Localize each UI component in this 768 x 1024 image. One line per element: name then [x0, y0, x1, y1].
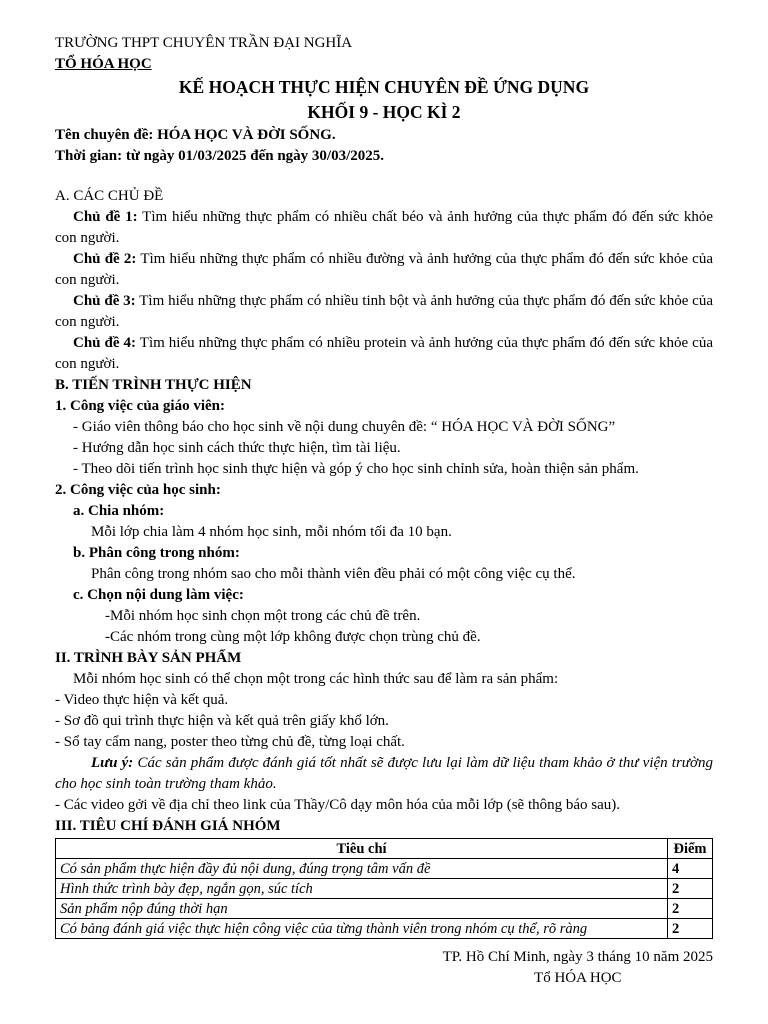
score-cell: 2 — [668, 919, 713, 939]
topic-label: Chủ đề 2: — [73, 251, 137, 267]
topic-text: Tìm hiểu những thực phẩm có nhiều tinh bột và ảnh hưởng của thực phẩm đó đến sức khỏe của con người. — [55, 293, 713, 330]
topic-text: Tìm hiểu những thực phẩm có nhiều protein và ảnh hưởng của thực phẩm đó đến sức khỏe của con người. — [55, 335, 713, 372]
topic-label: Chủ đề 1: — [73, 209, 138, 225]
teacher-tasks-heading: 1. Công việc của giáo viên: — [55, 398, 225, 414]
topic-text: Tìm hiểu những thực phẩm có nhiều đường và ảnh hưởng của thực phẩm đó đến sức khỏe của con người. — [55, 251, 713, 288]
product-item: - Sổ tay cẩm nang, poster theo từng chủ đề, từng loại chất. — [55, 734, 405, 750]
groups-text: Mỗi lớp chia làm 4 nhóm học sinh, mỗi nhóm tối đa 10 bạn. — [91, 524, 452, 540]
table-row — [56, 919, 713, 939]
topic-item — [55, 249, 713, 291]
assign-text: Phân công trong nhóm sao cho mỗi thành viên đều phải có một công việc cụ thể. — [91, 566, 576, 582]
topic-name: Tên chuyên đề: HÓA HỌC VÀ ĐỜI SỐNG. — [55, 127, 336, 143]
school-name: TRƯỜNG THPT CHUYÊN TRẦN ĐẠI NGHĨA — [55, 35, 353, 51]
section-a-heading: A. CÁC CHỦ ĐỀ — [55, 188, 164, 204]
criteria-column-header: Tiêu chí — [56, 839, 668, 859]
section-b-heading: B. TIẾN TRÌNH THỰC HIỆN — [55, 377, 252, 393]
signature-dept: Tổ HÓA HỌC — [534, 970, 622, 986]
criteria-cell: Hình thức trình bày đẹp, ngắn gọn, súc tích — [56, 879, 668, 899]
topic-text: Tìm hiểu những thực phẩm có nhiều chất béo và ảnh hưởng của thực phẩm đó đến sức khỏe con người. — [55, 209, 714, 246]
teacher-task-item: - Hướng dẫn học sinh cách thức thực hiện, tìm tài liệu. — [73, 440, 401, 456]
table-row — [56, 879, 713, 899]
note-paragraph — [55, 753, 713, 795]
criteria-cell: Có sản phẩm thực hiện đầy đủ nội dung, đúng trọng tâm vấn đề — [56, 859, 668, 879]
product-item: - Video thực hiện và kết quả. — [55, 692, 229, 708]
teacher-task-item: - Giáo viên thông báo cho học sinh về nội dung chuyên đề: “ HÓA HỌC VÀ ĐỜI SỐNG” — [73, 419, 616, 435]
video-note: - Các video gởi về địa chỉ theo link của Thầy/Cô dạy môn hóa của mỗi lớp (sẽ thông báo sau). — [55, 797, 621, 813]
score-cell: 2 — [668, 879, 713, 899]
table-row — [56, 859, 713, 879]
table-header-row — [56, 839, 713, 859]
score-cell: 2 — [668, 899, 713, 919]
choose-item: -Các nhóm trong cùng một lớp không được chọn trùng chủ đề. — [105, 629, 481, 645]
score-column-header: Điểm — [668, 839, 713, 859]
topic-label: Chủ đề 3: — [73, 293, 136, 309]
groups-heading: a. Chia nhóm: — [73, 503, 165, 519]
department-name: TỔ HÓA HỌC — [55, 56, 152, 72]
student-tasks-heading: 2. Công việc của học sinh: — [55, 482, 221, 498]
teacher-task-item: - Theo dõi tiến trình học sinh thực hiện và góp ý cho học sinh chỉnh sửa, hoàn thiện sản phẩm. — [73, 461, 639, 477]
document-title: KẾ HOẠCH THỰC HIỆN CHUYÊN ĐỀ ỨNG DỤNG — [178, 77, 590, 97]
topic-label: Chủ đề 4: — [73, 335, 137, 351]
choose-heading: c. Chọn nội dung làm việc: — [73, 587, 244, 603]
topic-item — [55, 207, 713, 249]
score-cell: 4 — [668, 859, 713, 879]
section-iii-heading: III. TIÊU CHÍ ĐÁNH GIÁ NHÓM — [55, 818, 281, 834]
note-text: Các sản phẩm được đánh giá tốt nhất sẽ được lưu lại làm dữ liệu tham khảo ở thư viện trường cho học sinh toàn trường tham khảo. — [55, 755, 713, 792]
signature-block — [443, 947, 713, 989]
product-item: - Sơ đồ qui trình thực hiện và kết quả trên giấy khổ lớn. — [55, 713, 389, 729]
table-row — [56, 899, 713, 919]
topic-item — [55, 291, 713, 333]
note-label: Lưu ý: — [91, 755, 134, 771]
criteria-cell: Có bảng đánh giá việc thực hiện công việc của từng thành viên trong nhóm cụ thể, rõ ràng — [56, 919, 668, 939]
criteria-table — [55, 838, 713, 939]
place-date: TP. Hồ Chí Minh, ngày 3 tháng 10 năm 2025 — [442, 949, 713, 965]
criteria-cell: Sản phẩm nộp đúng thời hạn — [56, 899, 668, 919]
choose-item: -Mỗi nhóm học sinh chọn một trong các chủ đề trên. — [105, 608, 421, 624]
product-intro: Mỗi nhóm học sinh có thể chọn một trong các hình thức sau để làm ra sản phẩm: — [73, 671, 559, 687]
topic-item — [55, 333, 713, 375]
time-range: Thời gian: từ ngày 01/03/2025 đến ngày 30/03/2025. — [55, 148, 385, 164]
section-ii-heading: II. TRÌNH BÀY SẢN PHẨM — [55, 650, 242, 666]
assign-heading: b. Phân công trong nhóm: — [73, 545, 240, 561]
document-subtitle: KHỐI 9 - HỌC KÌ 2 — [307, 102, 461, 122]
